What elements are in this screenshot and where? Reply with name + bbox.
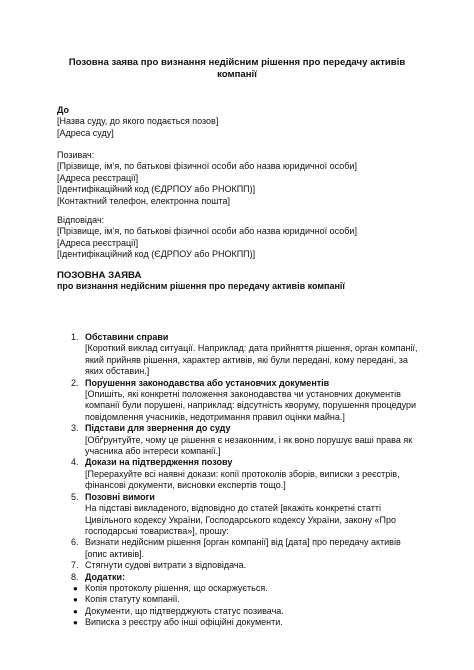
court-block xyxy=(57,105,427,139)
claim-heading: ПОЗОВНА ЗАЯВА xyxy=(57,270,142,281)
bullet-item xyxy=(57,606,427,617)
item-text: На підставі викладеного, відповідно до статей [вкажіть конкретні статті xyxy=(85,503,382,514)
item-text: Визнати недійсним рішення [орган компанії] від [дата] про передачу активів xyxy=(85,537,401,548)
bullet-icon: ● xyxy=(73,618,78,628)
bullet-item xyxy=(57,583,427,594)
item-title: Позовні вимоги xyxy=(85,491,155,502)
item-text: [опис активів]. xyxy=(85,548,145,559)
title-line-1: Позовна заява про визнання недійсним рішення про передачу активів xyxy=(68,57,406,68)
item-text: компанії були порушені, наприклад: відсутність кворуму, порушення процедури xyxy=(85,400,417,411)
defendant-line: [Адреса реєстрації] xyxy=(57,237,139,248)
claim-subheading: про визнання недійсним рішення про передачу активів компанії xyxy=(57,281,345,292)
bullet-text: Виписка з реєстру або інші офіційні документи. xyxy=(85,617,283,628)
item-number: 2. xyxy=(71,377,79,388)
plaintiff-heading: Позивач: xyxy=(57,150,95,160)
item-number: 4. xyxy=(71,457,79,468)
item-text: господарські товариства»], прошу: xyxy=(85,525,229,536)
defendant-line: [Прізвище, ім’я, по батькові фізичної особи або назва юридичної особи] xyxy=(57,226,357,237)
plaintiff-block xyxy=(57,150,427,207)
item-title: Обставини справи xyxy=(85,332,169,342)
list-item xyxy=(57,332,427,378)
title-line-2: компанії xyxy=(217,68,257,80)
list-item xyxy=(57,572,427,583)
list-item xyxy=(57,537,427,560)
claim-heading-block xyxy=(57,270,427,293)
plaintiff-line: [Прізвище, ім’я, по батькові фізичної особи або назва юридичної особи] xyxy=(57,161,357,172)
item-text: який прийняв рішення, характер активів, які були передані, кому передані, за xyxy=(85,354,408,365)
bullet-item xyxy=(57,617,427,628)
list-item xyxy=(57,560,427,571)
item-text: [Перерахуйте всі наявні докази: копії протоколів зборів, виписки з реєстрів, xyxy=(85,468,400,479)
court-heading: До xyxy=(57,105,70,115)
bullet-text: Копія протоколу рішення, що оскаржується. xyxy=(85,582,268,593)
claim-items-list xyxy=(57,332,427,629)
item-text: повідомлення учасників, недотримання правил оцінки майна.] xyxy=(85,411,345,422)
item-number: 7. xyxy=(71,560,79,571)
bullet-icon: ● xyxy=(73,606,78,616)
item-title: Додатки: xyxy=(85,571,126,582)
plaintiff-line: [Контактний телефон, електронна пошта] xyxy=(57,195,231,206)
item-text: учасника або інтереси компанії.] xyxy=(85,446,221,457)
item-text: [Обґрунтуйте, чому це рішення є незаконним, і як воно порушує ваші права як xyxy=(85,434,413,445)
list-item xyxy=(57,423,427,457)
item-text: фінансові документи, висновки експертів тощо.] xyxy=(85,480,286,491)
bullet-text: Документи, що підтверджують статус позивача. xyxy=(85,605,284,616)
list-item xyxy=(57,457,427,491)
defendant-line: [Ідентифікаційний код (ЄДРПОУ або РНОКПП)] xyxy=(57,249,256,260)
list-item xyxy=(57,492,427,538)
defendant-block xyxy=(57,215,427,261)
list-item xyxy=(57,378,427,424)
defendant-heading: Відповідач: xyxy=(57,215,105,225)
item-number: 3. xyxy=(71,423,79,434)
item-text: яких обставин.] xyxy=(85,366,150,377)
item-title: Докази на підтвердження позову xyxy=(85,457,233,468)
item-number: 5. xyxy=(71,491,79,502)
item-title: Підстави для звернення до суду xyxy=(85,423,231,434)
item-number: 6. xyxy=(71,537,79,548)
bullet-item xyxy=(57,594,427,605)
plaintiff-line: [Ідентифікаційний код (ЄДРПОУ або РНОКПП)] xyxy=(57,184,256,195)
plaintiff-line: [Адреса реєстрації] xyxy=(57,172,139,183)
item-title: Порушення законодавства або установчих документів xyxy=(85,377,330,388)
bullet-icon: ● xyxy=(73,595,78,605)
court-line: [Адреса суду] xyxy=(57,127,114,138)
bullet-icon: ● xyxy=(73,583,78,593)
item-number: 1. xyxy=(71,332,79,342)
item-number: 8. xyxy=(71,571,79,582)
item-text: Цивільного кодексу України, Господарського кодексу України, закону «Про xyxy=(85,514,396,525)
document-title xyxy=(40,57,434,80)
bullet-text: Копія статуту компанії. xyxy=(85,594,180,605)
item-text: [Короткий виклад ситуації. Наприклад: дата прийняття рішення, орган компанії, xyxy=(85,343,418,354)
court-line: [Назва суду, до якого подається позов] xyxy=(57,116,219,127)
item-text: [Опишіть, які конкретні положення законодавства чи установчих документів xyxy=(85,389,401,400)
item-text: Стягнути судові витрати з відповідача. xyxy=(85,560,247,571)
